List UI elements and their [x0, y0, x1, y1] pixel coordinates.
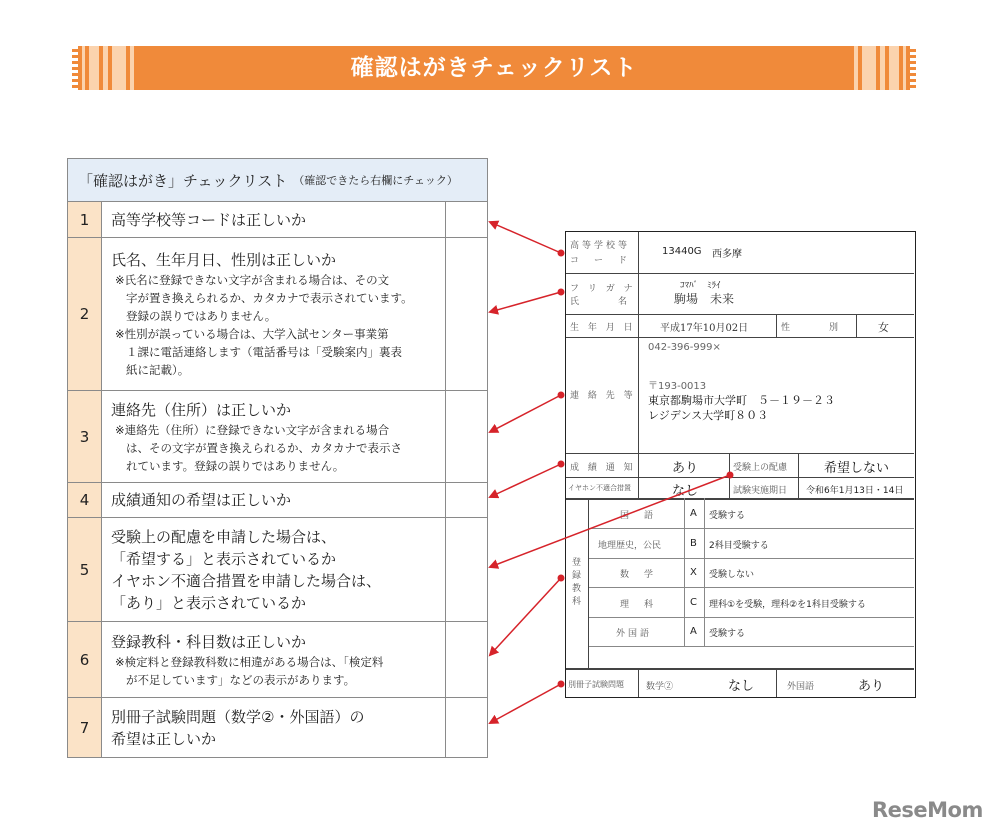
phone-value: 042-396-999×: [648, 342, 721, 353]
birth-value: 平成17年10月02日: [660, 323, 749, 334]
arrow-origin-dot: [558, 575, 565, 582]
sex-label: 性 別: [781, 323, 842, 333]
subjects-label-char: 教: [572, 584, 582, 594]
row-note: ※連絡先（住所）に登録できない文字が含まれる場合: [115, 422, 390, 437]
subject-code: X: [690, 567, 697, 578]
school-code-label: 高等学校等: [570, 241, 631, 251]
school-name-value: 西多摩: [712, 249, 742, 260]
row-title: 受験上の配慮を申請した場合は、: [111, 527, 337, 546]
row-title: 「あり」と表示されているか: [111, 593, 307, 612]
foreign-language-label: 外国語: [787, 682, 815, 692]
row-title: 成績通知の希望は正しいか: [111, 491, 292, 509]
row-note: 字が置き換えられるか、カタカナで表示されています。: [126, 291, 413, 305]
earphone-value: なし: [672, 484, 699, 499]
school-code-value: 13440G: [662, 246, 702, 257]
earphone-label: イヤホン不適合措置: [568, 484, 631, 492]
score-notice-value: あり: [672, 461, 699, 476]
row-title: 「希望する」と表示されているか: [111, 549, 337, 568]
row-note: れています。登録の誤りではありません。: [126, 458, 345, 473]
checklist-header-note: （確認できたら右欄にチェック）: [293, 174, 458, 187]
subject-name: 国 語: [620, 511, 657, 521]
subject-code: A: [690, 508, 697, 519]
address-line-1: 東京都駒場市大学町 ５－１９－２３: [648, 394, 835, 407]
subject-code: B: [690, 538, 697, 549]
sex-value: 女: [878, 321, 889, 334]
row-number: 2: [68, 238, 102, 390]
furigana-value: ｺﾏﾊﾞ ﾐﾗｲ: [680, 281, 721, 291]
birth-label: 生 年 月 日: [570, 323, 636, 333]
row-number: 1: [68, 202, 102, 237]
row-title: 氏名、生年月日、性別は正しいか: [111, 251, 337, 269]
subject-code: A: [690, 626, 697, 637]
address-line-2: レジデンス大学町８０３: [648, 409, 769, 422]
subject-detail: 受験しない: [709, 570, 755, 580]
school-code-label: コ ー ド: [570, 256, 631, 266]
arrow-origin-dot: [558, 461, 565, 468]
subject-detail: 2科目受験する: [709, 541, 769, 551]
resemom-logo: ReseMom: [872, 798, 983, 822]
arrow-origin-dot: [558, 289, 565, 296]
row-note: ※検定料と登録教科数に相違がある場合は、「検定料: [115, 654, 384, 669]
row-note: ※性別が誤っている場合は、大学入試センター事業第: [115, 327, 389, 341]
postal-value: 〒193-0013: [648, 381, 707, 392]
row-note: は、その文字が置き換えられるか、カタカナで表示さ: [126, 440, 402, 455]
checklist-header-title: 「確認はがき」チェックリスト: [78, 171, 288, 190]
subject-name: 理 科: [620, 600, 657, 610]
subject-name: 地理歴史，公民: [598, 541, 662, 551]
row-number: 7: [68, 698, 102, 757]
subjects-label-char: 録: [572, 571, 582, 581]
arrow-1: [490, 222, 561, 253]
consideration-label: 受験上の配慮: [733, 463, 788, 473]
row-number: 4: [68, 483, 102, 517]
subject-name: 数 学: [620, 570, 657, 580]
row-number: 6: [68, 622, 102, 697]
row-number: 3: [68, 391, 102, 482]
row-title: 希望は正しいか: [111, 729, 217, 748]
row-note: １課に電話連絡します（電話番号は「受験案内」裏表: [126, 345, 402, 359]
math2-label: 数学②: [646, 682, 674, 692]
row-title: 高等学校等コードは正しいか: [111, 210, 307, 229]
row-number: 5: [68, 518, 102, 621]
row-title: 別冊子試験問題（数学②・外国語）の: [111, 707, 365, 726]
foreign-language-value: あり: [858, 679, 885, 694]
subjects-label-char: 科: [572, 597, 582, 607]
booklet-label: 別冊子試験問題: [568, 680, 624, 689]
math2-value: なし: [728, 679, 755, 694]
banner-title: 確認はがきチェックリスト: [350, 55, 638, 81]
arrow-6: [490, 578, 561, 655]
arrow-origin-dot: [558, 681, 565, 688]
exam-date-value: 令和6年1月13日・14日: [806, 486, 904, 496]
arrow-origin-dot: [558, 250, 565, 257]
row-note: が不足しています」などの表示があります。: [126, 672, 356, 687]
arrow-3: [490, 395, 561, 432]
arrow-7: [490, 684, 561, 723]
name-value: 駒場 未来: [674, 292, 735, 306]
score-notice-label: 成 績 通 知: [570, 463, 636, 473]
arrow-4: [490, 464, 561, 497]
row-note: 登録の誤りではありません。: [126, 309, 277, 323]
consideration-value: 希望しない: [824, 461, 890, 476]
subject-code: C: [690, 597, 697, 608]
exam-date-label: 試験実施期日: [733, 486, 788, 496]
row-note: 紙に記載）。: [126, 363, 190, 377]
subjects-label-char: 登: [572, 558, 582, 568]
row-title: 連絡先（住所）は正しいか: [111, 400, 292, 419]
contact-label: 連 絡 先 等: [570, 391, 636, 401]
furigana-label: フ リ ガ ナ: [570, 284, 636, 294]
arrow-5: [490, 475, 730, 567]
subject-name: 外国語: [616, 629, 653, 639]
arrow-origin-dot: [558, 392, 565, 399]
subject-detail: 理科①を受験，理科②を1科目受験する: [709, 600, 866, 610]
row-title: イヤホン不適合措置を申請した場合は、: [111, 571, 382, 590]
subject-detail: 受験する: [709, 511, 746, 521]
subject-detail: 受験する: [709, 629, 746, 639]
arrow-2: [490, 292, 561, 312]
name-label: 氏 名: [570, 297, 631, 307]
row-note: ※氏名に登録できない文字が含まれる場合は、その文: [115, 273, 390, 287]
arrow-origin-dot: [727, 472, 734, 479]
row-title: 登録教科・科目数は正しいか: [111, 632, 307, 651]
